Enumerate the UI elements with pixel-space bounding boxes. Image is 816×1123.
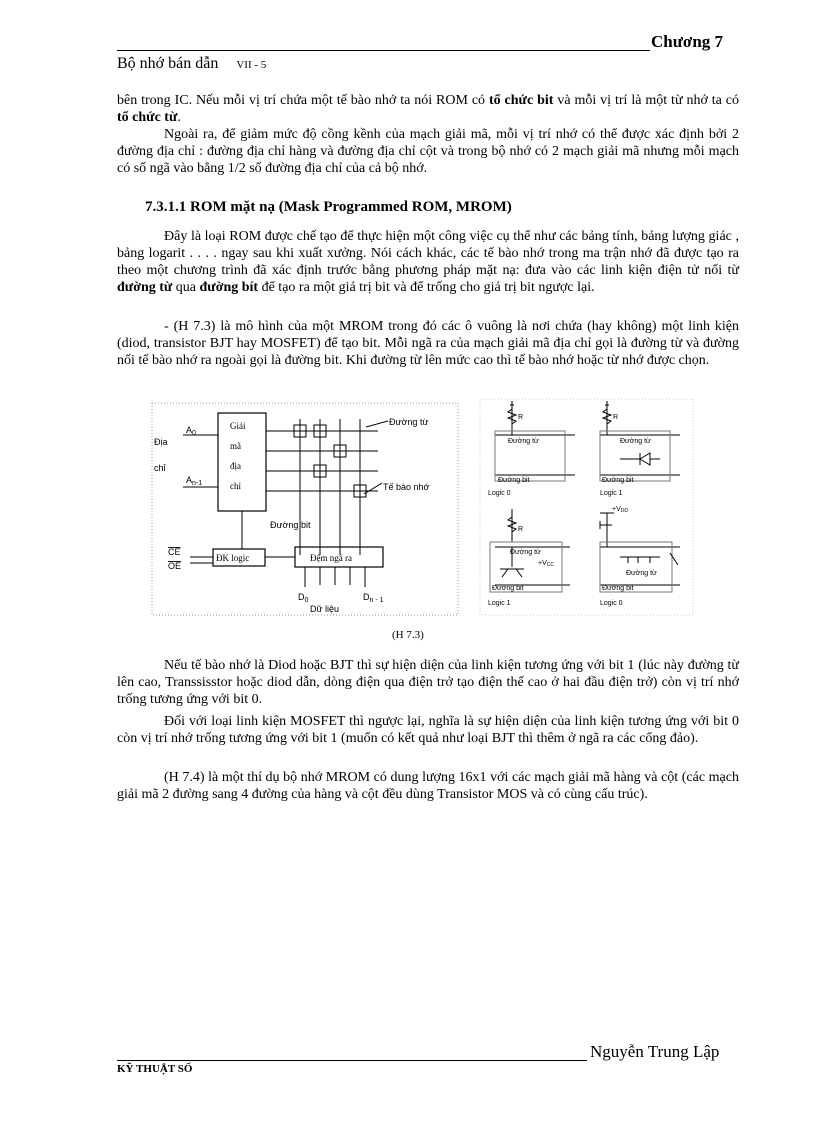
decoder-label-2: mã — [230, 441, 241, 451]
label-a0: $A_0$ — [186, 425, 196, 437]
paragraph-7: (H 7.4) là một thí dụ bộ nhớ MROM có dung lượng 16x1 với các mạch giải mã hàng và cột (các mạch giải mã 2 đường sang 4 đường của hàng và cột đều dùng Transistor MOS và có cùng cấu trúc). — [117, 770, 739, 802]
document-title-text: Bộ nhớ bán dẫn — [117, 55, 219, 72]
label-logic-1-b: Logic 1 — [488, 600, 511, 607]
label-word-line-4: Đường từ — [626, 570, 657, 577]
paragraph-1-text-3: . — [177, 110, 181, 125]
paragraph-5: Nếu tế bào nhớ là Diod hoặc BJT thì sự hiện diện của linh kiện tương ứng với bit 1 (lúc này đường từ lên cao, Transsisstor hoặc diod dẫn, dòng điện qua điện trở tạo điện thế cao ở hai đầu điện trở) còn vị trí nhớ trống tương ứng với bit 0. — [117, 658, 739, 707]
label-word-line: Đường từ — [389, 417, 429, 427]
paragraph-3-text: Đây là loại ROM được chế tạo để thực hiện một công việc cụ thể như các bảng tính, bảng lượng giác , bảng logarit . . . . ngay sau khi xuất xưởng. Nói cách khác, các tế bào nhớ trong ma trận nhớ đã được tạo ra theo một chương trình đã xác định trước bằng phương pháp mặt nạ: đưa vào các linh kiện điện tử nối từ — [117, 229, 739, 278]
diode-icon — [620, 453, 660, 465]
paragraph-3-text-2: qua — [172, 280, 200, 295]
label-logic-0-b: Logic 0 — [600, 600, 623, 607]
label-bit-line-2: Đường bit — [602, 477, 634, 484]
label-vcc: +VCC — [538, 560, 554, 568]
term-bit-organization: tổ chức bit — [488, 93, 554, 108]
label-logic-1-a: Logic 1 — [600, 490, 623, 497]
label-memory-cell: Tế bào nhớ — [383, 482, 430, 492]
cell-types-diagram — [480, 399, 693, 615]
label-oe: OE — [168, 561, 182, 571]
label-bit-line: Đường bit — [270, 520, 311, 530]
header-rule — [117, 50, 650, 51]
cell-types-labels — [488, 414, 657, 607]
label-ce: CE — [168, 547, 181, 557]
chapter-label: Chương 7 — [651, 32, 724, 51]
document-title — [117, 55, 266, 73]
paragraph-6: Đối với loại linh kiện MOSFET thì ngược lại, nghĩa là sự hiện diện của linh kiện tương ứng với bit 0 còn vị trí nhớ trống tương ứng với bit 1 (muốn có kết quả như loại BJT thì thêm ở ngã ra các cổng đảo). — [117, 714, 739, 746]
mrom-block-diagram — [152, 403, 458, 615]
paragraph-1-text: bên trong IC. Nếu mỗi vị trí chứa một tế bào nhớ ta nói ROM có — [117, 93, 489, 108]
label-d0: $D_0$ — [298, 592, 309, 604]
label-dia: Địa — [154, 437, 168, 447]
label-bit-line-4: Đường bit — [602, 585, 634, 592]
term-word-organization: tổ chức từ — [117, 110, 178, 125]
label-bit-line-3: Đường bit — [492, 585, 524, 592]
label-word-line-3: Đường từ — [510, 549, 541, 556]
paragraph-3 — [117, 228, 739, 296]
word-line-leader — [366, 421, 388, 427]
figure-h7-3 — [150, 397, 695, 630]
author-name: Nguyễn Trung Lập — [590, 1042, 720, 1061]
paragraph-2: Ngoài ra, để giảm mức độ cồng kềnh của mạch giải mã, mỗi vị trí nhớ có thể được xác định bởi 2 đường địa chỉ : đường địa chỉ hàng và đường địa chỉ cột và trong bộ nhớ có 2 mạch giải mã nhưng mỗi mạch có số ngã vào bằng 1/2 số đường địa chỉ của cả bộ nhớ. — [117, 127, 739, 176]
figure-caption: (H 7.3) — [392, 629, 424, 641]
label-logic-0-a: Logic 0 — [488, 490, 511, 497]
decoder-label-3: địa — [230, 461, 241, 471]
paragraph-3-text-3: để tạo ra một giá trị bit và để trống cho giá trị bit ngược lại. — [258, 280, 595, 295]
label-dn: $D_{n - 1}$ — [363, 592, 384, 604]
label-r-2: R — [613, 414, 619, 421]
paragraph-1 — [117, 92, 739, 126]
paragraph-1-text-2: và mỗi vị trí là một từ nhớ ta có — [553, 93, 740, 108]
memory-cell-leader — [364, 483, 382, 494]
label-chi: chỉ — [154, 463, 166, 473]
label-r-1: R — [518, 414, 524, 421]
term-bit-line: đường bít — [199, 280, 259, 295]
label-output-buffer: Đệm ngã ra — [310, 553, 352, 563]
decoder-label-4: chỉ — [230, 481, 241, 491]
label-control-logic: ĐK logic — [216, 553, 250, 563]
mosfet-icon — [620, 553, 678, 565]
figure-svg — [150, 397, 695, 625]
footer-rule — [117, 1060, 587, 1061]
label-r-3: R — [518, 526, 524, 533]
label-an: $A_{n-1}$ — [186, 475, 203, 487]
page-number: VII - 5 — [236, 59, 267, 71]
mrom-block-labels — [154, 417, 430, 614]
term-word-line: đường từ — [117, 280, 173, 295]
paragraph-4: - (H 7.3) là mô hình của một MROM trong đó các ô vuông là nơi chứa (hay không) một linh kiện (diod, transistor BJT hay MOSFET) để tạo bit. Mỗi ngã ra của mạch giải mã địa chỉ gọi là đường từ và đường nối tế bào nhớ ra ngoài gọi là đường bit. Khi đường từ lên mức cao thì tế bào nhớ hoặc từ nhớ được chọn. — [117, 319, 739, 368]
label-data: Dữ liệu — [310, 604, 340, 614]
footer-label: KỸ THUẬT SỐ — [117, 1063, 193, 1075]
label-word-line-2: Đường từ — [620, 438, 651, 445]
label-vdd: +VDD — [612, 506, 628, 514]
section-heading: 7.3.1.1 ROM mặt nạ (Mask Programmed ROM, MROM) — [145, 199, 512, 215]
decoder-label-1: Giải — [230, 421, 246, 431]
label-word-line-1: Đường từ — [508, 438, 539, 445]
label-bit-line-1: Đường bit — [498, 477, 530, 484]
